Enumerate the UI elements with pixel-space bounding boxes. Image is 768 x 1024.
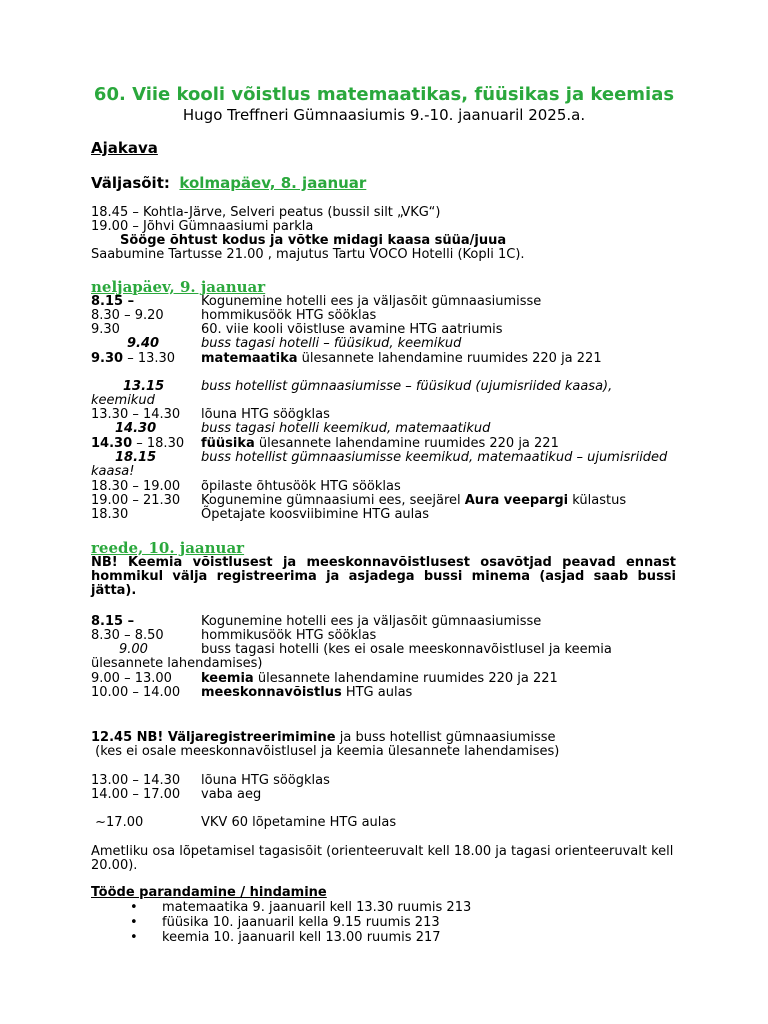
row-desc: HTG aulas <box>341 685 413 700</box>
row-desc: vaba aeg <box>201 787 262 802</box>
subject-name: meeskonnavõistlus <box>201 685 342 700</box>
row-time: 13.15 <box>123 379 165 394</box>
row-desc: buss tagasi hotelli – füüsikud, keemikud <box>201 336 462 351</box>
row-desc: 60. viie kooli võistluse avamine HTG aatriumis <box>201 322 503 337</box>
row-time: 9.00 <box>119 642 148 657</box>
row-time: 8.15 – <box>91 614 135 629</box>
bullet-icon: • <box>130 915 138 930</box>
bullet-icon: • <box>130 930 138 945</box>
row-desc: VKV 60 lõpetamine HTG aulas <box>201 815 397 830</box>
grading-item-text: füüsika 10. jaanuaril kella 9.15 ruumis 213 <box>162 915 440 930</box>
friday-heading: reede, 10. jaanuar <box>91 539 245 557</box>
row-time: 13.00 – 14.30 <box>91 773 181 788</box>
row-continuation: ülesannete lahendamises) <box>91 656 263 671</box>
departure-line: 19.00 – Jõhvi Gümnaasiumi parkla <box>91 219 314 234</box>
row-desc: Kogunemine gümnaasiumi ees, seejärel <box>201 493 465 508</box>
waterpark-name: Aura veepargi <box>464 493 569 508</box>
departure-line: 18.45 – Kohtla-Järve, Selveri peatus (bussil silt „VKG“) <box>91 205 441 220</box>
row-time: 8.30 – 9.20 <box>91 308 164 323</box>
row-desc: ülesannete lahendamine ruumides 220 ja 221 <box>297 351 602 366</box>
closing-note: Ametliku osa lõpetamisel tagasisõit (orienteeruvalt kell 18.00 ja tagasi orienteeruvalt kell 20.00). <box>91 844 674 873</box>
departure-day: kolmapäev, 8. jaanuar <box>179 174 367 192</box>
row-time-end: – 13.30 <box>123 351 176 366</box>
grading-heading: Tööde parandamine / hindamine <box>91 885 327 900</box>
row-time: 19.00 – 21.30 <box>91 493 181 508</box>
row-time: 18.30 <box>91 507 129 522</box>
row-time: 9.30 <box>91 351 124 366</box>
document-subtitle: Hugo Treffneri Gümnaasiumis 9.-10. jaanuaril 2025.a. <box>182 106 586 124</box>
row-desc: buss tagasi hotelli keemikud, matemaatikud <box>201 421 491 436</box>
checkout-note <box>91 731 556 745</box>
row-time: 9.00 – 13.00 <box>91 671 172 686</box>
schedule-heading: Ajakava <box>91 139 158 157</box>
row-time: 9.30 <box>91 322 120 337</box>
row-desc: ülesannete lahendamine ruumides 220 ja 221 <box>254 436 559 451</box>
row-continuation: keemikud <box>91 393 155 408</box>
departure-line: Saabumine Tartusse 21.00 , majutus Tartu VOCO Hotelli (Kopli 1C). <box>91 247 525 262</box>
row-desc-end: külastus <box>568 493 627 508</box>
row-desc: buss hotellist gümnaasiumisse – füüsikud (ujumisriided kaasa), <box>201 379 613 394</box>
row-time: 18.30 – 19.00 <box>91 479 181 494</box>
row-time-end: – 18.30 <box>132 436 185 451</box>
row-time: 14.00 – 17.00 <box>91 787 181 802</box>
row-time: 9.40 <box>127 336 160 351</box>
row-time: 14.30 <box>91 436 133 451</box>
bullet-icon: • <box>130 900 138 915</box>
row-time: 8.15 – <box>91 294 135 309</box>
friday-nb-note: NB! Keemia võistlusest ja meeskonnavõistlusest osavõtjad peavad ennast hommikul välja registreerima ja asjadega bussi minema (asjad saab bussi jätta). <box>91 555 676 598</box>
row-time: ~17.00 <box>91 815 144 830</box>
checkout-note-text: ja buss hotellist gümnaasiumisse <box>335 730 556 745</box>
subject-name: keemia <box>201 671 254 686</box>
grading-item-text: keemia 10. jaanuaril kell 13.00 ruumis 217 <box>162 930 441 945</box>
row-time: 18.15 <box>115 450 157 465</box>
row-desc: hommikusöök HTG sööklas <box>201 308 377 323</box>
row-desc: Kogunemine hotelli ees ja väljasõit gümnaasiumisse <box>201 294 542 309</box>
subject-name: füüsika <box>201 436 255 451</box>
checkout-note-bold: 12.45 NB! Väljaregistreerimimine <box>91 730 336 745</box>
row-time: 13.30 – 14.30 <box>91 407 181 422</box>
departure-note: Sööge õhtust kodus ja võtke midagi kaasa süüa/juua <box>120 233 507 248</box>
row-desc: lõuna HTG söögklas <box>201 773 330 788</box>
row-desc: buss hotellist gümnaasiumisse keemikud, matemaatikud – ujumisriided <box>201 450 668 465</box>
row-time: 14.30 <box>115 421 157 436</box>
subject-name: matemaatika <box>201 351 298 366</box>
document-title: 60. Viie kooli võistlus matemaatikas, füüsikas ja keemias <box>93 84 675 105</box>
row-desc: Kogunemine hotelli ees ja väljasõit gümnaasiumisse <box>201 614 542 629</box>
thursday-heading: neljapäev, 9. jaanuar <box>91 278 266 296</box>
checkout-note-line2: (kes ei osale meeskonnavõistlusel ja keemia ülesannete lahendamises) <box>91 744 560 759</box>
departure-heading <box>91 174 366 192</box>
row-desc: ülesannete lahendamine ruumides 220 ja 221 <box>253 671 558 686</box>
row-desc: buss tagasi hotelli (kes ei osale meeskonnavõistlusel ja keemia <box>201 642 612 657</box>
row-continuation: kaasa! <box>91 464 135 479</box>
row-time: 10.00 – 14.00 <box>91 685 181 700</box>
departure-label: Väljasõit: <box>91 174 170 192</box>
row-desc: Õpetajate koosviibimine HTG aulas <box>201 507 430 522</box>
grading-item-text: matemaatika 9. jaanuaril kell 13.30 ruumis 213 <box>162 900 472 915</box>
row-time: 8.30 – 8.50 <box>91 628 164 643</box>
row-desc: lõuna HTG söögklas <box>201 407 330 422</box>
row-desc: õpilaste õhtusöök HTG sööklas <box>201 479 401 494</box>
row-desc: hommikusöök HTG sööklas <box>201 628 377 643</box>
